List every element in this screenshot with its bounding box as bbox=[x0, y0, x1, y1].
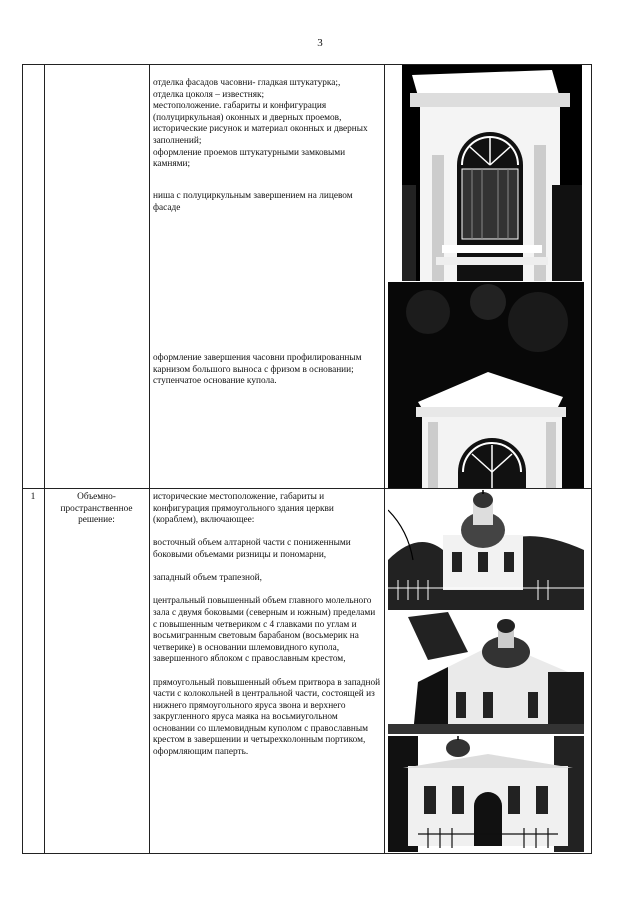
row2-paragraph-central: центральный повышенный объем главного молельного зала с двумя боковыми (северным и южным) пределами с повышенным четвериком с 4 главками по углам и восьмигранным световым барабаном (восьмерик на четверике) в основании шлемовидного купола, завершенного яблоком с православным крестом, bbox=[153, 596, 376, 665]
row2-paragraph-intro: исторические местоположение, габариты и конфигурация прямоугольного здания церкви (кораблем), включающее: bbox=[153, 492, 334, 526]
row-divider bbox=[22, 488, 592, 489]
row2-text bbox=[153, 492, 381, 770]
row1-text-block-c bbox=[153, 353, 378, 388]
row1-line-cornice: оформление завершения часовни профилированным карнизом большого выноса с фризом в основании; bbox=[153, 353, 362, 375]
col-divider-1 bbox=[44, 64, 45, 854]
church-side-photo bbox=[388, 612, 584, 734]
row1-text-block-a bbox=[153, 78, 378, 171]
row2-paragraph-altar: восточный объем алтарной части с пониженными боковыми объемами ризницы и пономарни, bbox=[153, 538, 351, 560]
row1-line-facade: отделка фасадов часовни- гладкая штукатурка;, bbox=[153, 78, 341, 88]
page-number: 3 bbox=[317, 37, 323, 49]
row1-line-keystones: оформление проемов штукатурными замковыми камнями; bbox=[153, 147, 346, 170]
table-left-border bbox=[22, 64, 23, 854]
row2-paragraph-refectory: западный объем трапезной, bbox=[153, 573, 262, 584]
row1-line-dome-base: ступенчатое основание купола. bbox=[153, 376, 277, 387]
chapel-cornice-photo bbox=[388, 282, 584, 488]
col-divider-2 bbox=[149, 64, 150, 854]
row-number: 1 bbox=[30, 492, 36, 502]
row1-text-block-b bbox=[153, 191, 378, 214]
heritage-table bbox=[22, 64, 592, 854]
row-title: Объемно-пространственное решение: bbox=[60, 492, 133, 526]
row2-paragraph-narthex: прямоугольный повышенный объем притвора в западной части с колокольней в центральной части, состоящей из нижнего прямоугольного яруса звона и верхнего закругленного яруса маяка на восьмиугольном основании со шлемовидным куполом с православным крестом в завершении и четырехколонным портиком, оформляющим паперть. bbox=[153, 677, 381, 758]
church-east-photo bbox=[388, 490, 584, 610]
row1-line-openings: местоположение. габариты и конфигурация (полуциркульная) оконных и дверных проемов, исторические рисунок и материал оконных и дверных заполнений; bbox=[153, 101, 368, 146]
table-bottom-border bbox=[22, 853, 592, 854]
row1-line-plinth: отделка цоколя – известняк; bbox=[153, 89, 265, 100]
church-belltower-photo bbox=[388, 736, 584, 852]
chapel-door-photo bbox=[402, 65, 582, 281]
col-divider-3 bbox=[384, 64, 385, 854]
table-right-border bbox=[591, 64, 592, 854]
row1-line-niche: ниша с полуциркульным завершением на лицевом фасаде bbox=[153, 191, 353, 213]
